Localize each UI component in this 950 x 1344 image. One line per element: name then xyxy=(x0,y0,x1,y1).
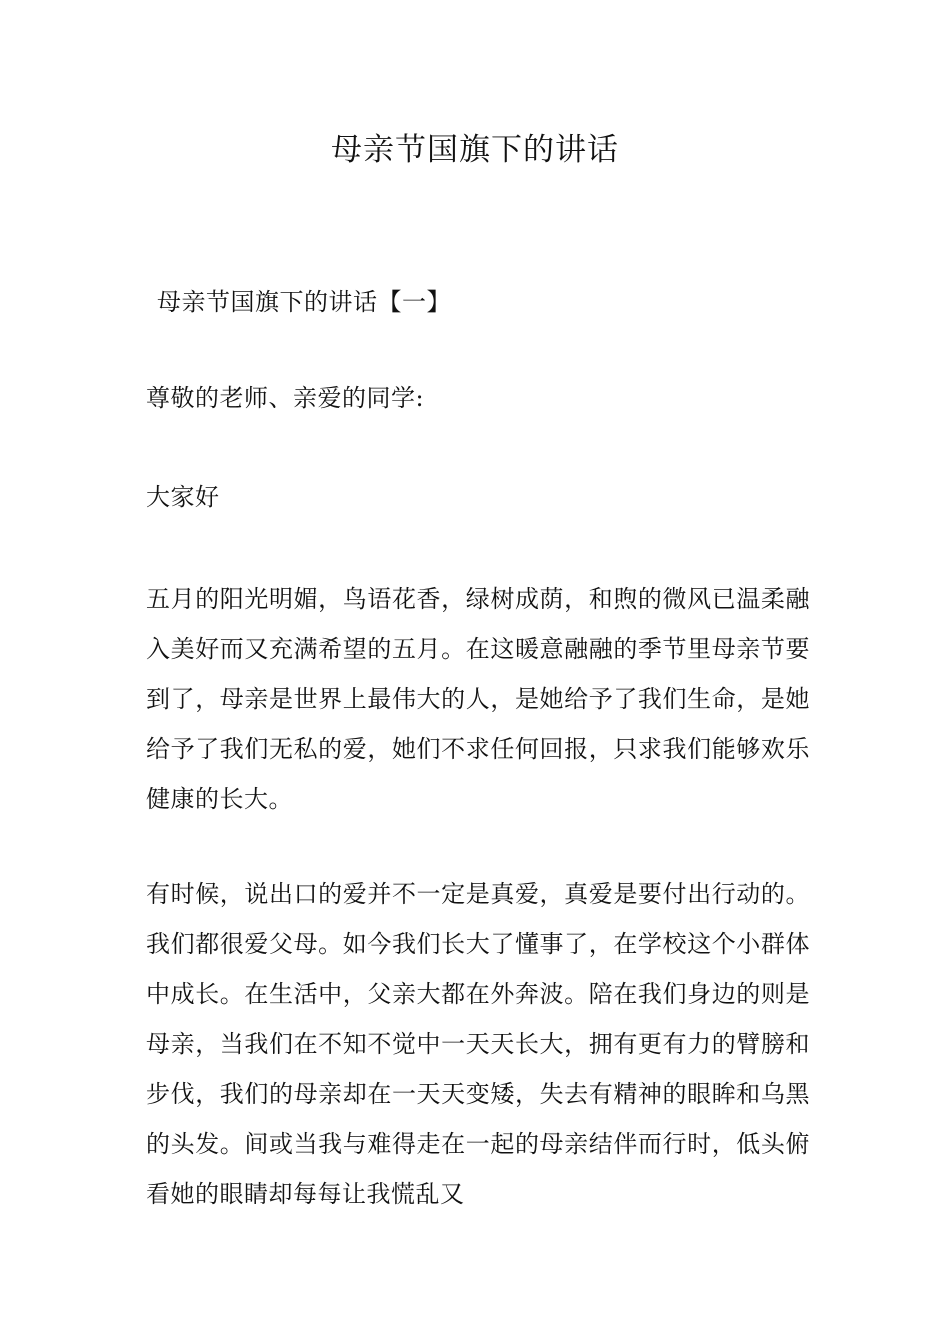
document-title: 母亲节国旗下的讲话 xyxy=(331,132,619,168)
salutation: 尊敬的老师、亲爱的同学: xyxy=(146,384,425,412)
greeting: 大家好 xyxy=(146,483,220,511)
body-paragraph: 有时候，说出口的爱并不一定是真爱，真爱是要付出行动的。我们都很爱父母。如今我们长大了懂事了，在学校这个小群体中成长。在生活中，父亲大都在外奔波。陪在我们身边的则是母亲，当我们在不知不觉中一天天长大，拥有更有力的臂膀和步伐，我们的母亲却在一天天变矮，失去有精神的眼眸和乌黑的头发。间或当我与难得走在一起的母亲结伴而行时，低头俯看她的眼睛却每每让我慌乱又 xyxy=(146,880,810,1208)
section-heading: 母亲节国旗下的讲话【一】 xyxy=(157,288,451,316)
body-paragraph: 五月的阳光明媚，鸟语花香，绿树成荫，和煦的微风已温柔融入美好而又充满希望的五月。在这暖意融融的季节里母亲节要到了，母亲是世界上最伟大的人，是她给予了我们生命，是她给予了我们无私的爱，她们不求任何回报，只求我们能够欢乐健康的长大。 xyxy=(146,585,810,813)
